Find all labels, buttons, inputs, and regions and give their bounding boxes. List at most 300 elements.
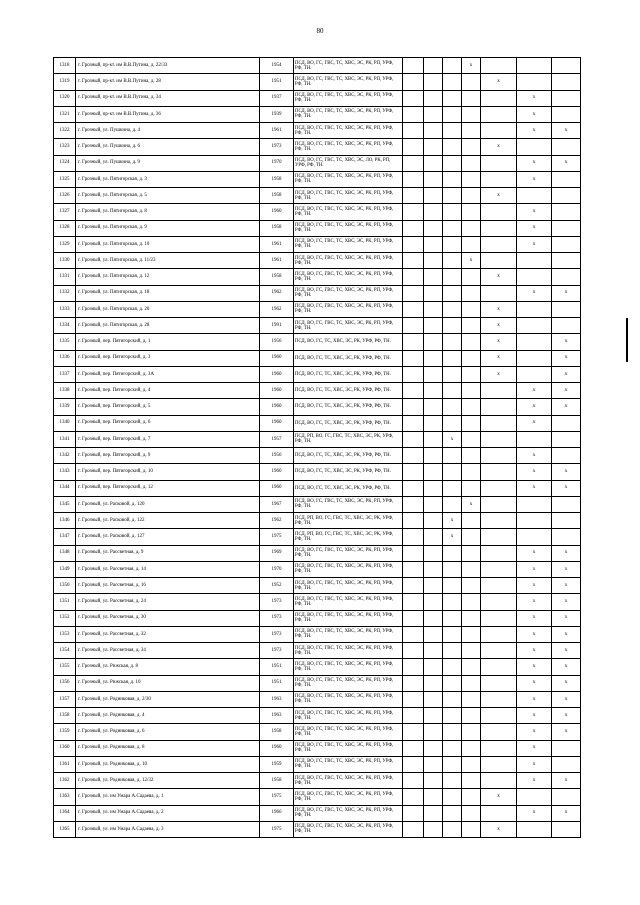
table-row: [54, 789, 581, 805]
row-number-cell: 1331: [54, 269, 76, 285]
mark-cell-empty: [481, 90, 517, 106]
table-row: [54, 350, 581, 366]
address-cell: г. Грозный, пер. Пятигорский, д. 10: [76, 464, 260, 480]
systems-cell: ПСД, ВО, ГС, ГВС, ТС, ХВС, ЭС, РК, РП, УРФ, РФ, ТН.: [294, 724, 403, 740]
table-row: [54, 318, 581, 334]
mark-cell-x: x: [517, 756, 552, 772]
systems-cell: ПСД, ВО, ГС, ГВС, ТС, ХВС, ЭС, РК, РП, УРФ, РФ, ТН.: [294, 561, 403, 577]
mark-cell-empty: [552, 789, 581, 805]
mark-cell-empty: [481, 464, 517, 480]
mark-cell-empty: [481, 610, 517, 626]
mark-cell-x: x: [517, 220, 552, 236]
address-cell: г. Грозный, пр-кт. им В.В.Путина, д. 28: [76, 74, 260, 90]
mark-cell-empty: [424, 675, 443, 691]
address-cell: г. Грозный, пер. Пятигорский, д. 9: [76, 448, 260, 464]
systems-cell: ПСД, РП, ВО, ГС, ГВС, ТС, ХВС, ЭС, РК, УРФ, РФ, ТН.: [294, 513, 403, 529]
row-number-cell: 1356: [54, 675, 76, 691]
mark-cell-x: x: [517, 383, 552, 399]
mark-cell-empty: [443, 383, 462, 399]
systems-cell: ПСД, ВО, ГС, ГВС, ТС, ХВС, ЭС, РК, РП, УРФ, РФ, ТН.: [294, 773, 403, 789]
systems-cell: ПСД, ВО, ГС, ГВС, ТС, ХВС, ЭС, РК, РП, УРФ, РФ, ТН.: [294, 139, 403, 155]
mark-cell-empty: [403, 383, 424, 399]
row-number-cell: 1363: [54, 789, 76, 805]
address-cell: г. Грозный, ул. Пятигорская, д. 5: [76, 188, 260, 204]
mark-cell-empty: [424, 659, 443, 675]
year-built-cell: 1962: [260, 513, 294, 529]
mark-cell-empty: [403, 740, 424, 756]
address-cell: г. Грозный, ул. Рассветная, д. 32: [76, 626, 260, 642]
table-row: [54, 171, 581, 187]
systems-cell: ПСД, ВО, ГС, ГВС, ТС, ХВС, ЭС, РК, РП, УРФ, РФ, ТН.: [294, 123, 403, 139]
mark-cell-empty: [424, 318, 443, 334]
systems-cell: ПСД, ВО, ГС, ГВС, ТС, ХВС, ЭС, РК, РП, УРФ, РФ, ТН.: [294, 626, 403, 642]
address-cell: г. Грозный, пр-кт. им В.В.Путина, д. 34: [76, 90, 260, 106]
mark-cell-empty: [443, 366, 462, 382]
address-cell: г. Грозный, ул. Расковой, д. 120: [76, 496, 260, 512]
row-number-cell: 1328: [54, 220, 76, 236]
mark-cell-x: x: [481, 334, 517, 350]
year-built-cell: 1973: [260, 594, 294, 610]
systems-cell: ПСД, ВО, ГС, ГВС, ТС, ХВС, ЭС, РК, РП, УРФ, РФ, ТН.: [294, 236, 403, 252]
mark-cell-x: x: [517, 578, 552, 594]
systems-cell: ПСД, РП, ВО, ГС, ГВС, ТС, ХВС, ЭС, РК, УРФ, РФ, ТН.: [294, 529, 403, 545]
year-built-cell: 1951: [260, 675, 294, 691]
mark-cell-x: x: [552, 578, 581, 594]
mark-cell-empty: [443, 90, 462, 106]
year-built-cell: 1958: [260, 724, 294, 740]
mark-cell-x: x: [552, 594, 581, 610]
table-row: [54, 90, 581, 106]
address-cell: г. Грозный, ул. Рассветная, д. 24: [76, 594, 260, 610]
mark-cell-empty: [481, 253, 517, 269]
mark-cell-empty: [552, 821, 581, 837]
address-cell: г. Грозный, ул. им Умара А.Садаева, д. 1: [76, 789, 260, 805]
page-number: 80: [316, 27, 324, 35]
row-number-cell: 1365: [54, 821, 76, 837]
year-built-cell: 1959: [260, 756, 294, 772]
systems-cell: ПСД, ВО, ГС, ГВС, ТС, ХВС, ЭС, РК, РП, УРФ, РФ, ТН.: [294, 496, 403, 512]
row-number-cell: 1321: [54, 106, 76, 122]
mark-cell-empty: [443, 155, 462, 171]
mark-cell-empty: [462, 204, 481, 220]
mark-cell-empty: [462, 366, 481, 382]
row-number-cell: 1361: [54, 756, 76, 772]
row-number-cell: 1342: [54, 448, 76, 464]
mark-cell-x: x: [517, 626, 552, 642]
mark-cell-empty: [403, 285, 424, 301]
mark-cell-empty: [481, 529, 517, 545]
mark-cell-empty: [443, 675, 462, 691]
mark-cell-empty: [481, 204, 517, 220]
mark-cell-empty: [403, 155, 424, 171]
address-cell: г. Грозный, ул. Родниковая, д. 6: [76, 724, 260, 740]
row-number-cell: 1339: [54, 399, 76, 415]
mark-cell-x: x: [481, 318, 517, 334]
mark-cell-x: x: [552, 480, 581, 496]
row-number-cell: 1330: [54, 253, 76, 269]
mark-cell-empty: [424, 139, 443, 155]
mark-cell-empty: [462, 301, 481, 317]
mark-cell-x: x: [481, 301, 517, 317]
row-number-cell: 1327: [54, 204, 76, 220]
address-cell: г. Грозный, ул. Родниковая, д. 10: [76, 756, 260, 772]
mark-cell-empty: [462, 626, 481, 642]
mark-cell-empty: [462, 415, 481, 431]
mark-cell-empty: [517, 253, 552, 269]
mark-cell-empty: [517, 74, 552, 90]
systems-cell: ПСД, ВО, ГС, ГВС, ТС, ХВС, ЭС, РК, РП, УРФ, РФ, ТН.: [294, 220, 403, 236]
systems-cell: ПСД, ВО, ГС, ТС, ХВС, ЭС, РК, УРФ, РФ, ТН.: [294, 366, 403, 382]
table-row: [54, 740, 581, 756]
mark-cell-empty: [424, 578, 443, 594]
mark-cell-x: x: [552, 610, 581, 626]
systems-cell: ПСД, ВО, ГС, ТС, ХВС, ЭС, РК, УРФ, РФ, ТН.: [294, 334, 403, 350]
mark-cell-x: x: [481, 74, 517, 90]
row-number-cell: 1329: [54, 236, 76, 252]
address-cell: г. Грозный, ул. Пятигорская, д. 8: [76, 204, 260, 220]
mark-cell-empty: [443, 334, 462, 350]
mark-cell-empty: [443, 691, 462, 707]
mark-cell-x: x: [517, 285, 552, 301]
systems-cell: ПСД, ВО, ГС, ГВС, ТС, ХВС, ЭС, РК, РП, УРФ, РФ, ТН.: [294, 805, 403, 821]
mark-cell-empty: [552, 74, 581, 90]
systems-cell: ПСД, ВО, ГС, ГВС, ТС, ХВС, ЭС, РК, РП, УРФ, РФ, ТН.: [294, 740, 403, 756]
address-cell: г. Грозный, ул. Родниковая, д. 2/30: [76, 691, 260, 707]
table-row: [54, 448, 581, 464]
mark-cell-x: x: [517, 106, 552, 122]
systems-cell: ПСД, ВО, ГС, ГВС, ТС, ХВС, ЭС, РК, РП, УРФ, РФ, ТН.: [294, 659, 403, 675]
row-number-cell: 1347: [54, 529, 76, 545]
year-built-cell: 1957: [260, 431, 294, 447]
mark-cell-empty: [424, 58, 443, 74]
mark-cell-empty: [443, 821, 462, 837]
mark-cell-empty: [517, 496, 552, 512]
mark-cell-x: x: [552, 708, 581, 724]
mark-cell-empty: [443, 269, 462, 285]
mark-cell-empty: [443, 139, 462, 155]
address-cell: г. Грозный, пр-кт. им В.В.Путина, д. 22/33: [76, 58, 260, 74]
mark-cell-empty: [552, 431, 581, 447]
row-number-cell: 1318: [54, 58, 76, 74]
mark-cell-x: x: [552, 773, 581, 789]
table-row: [54, 805, 581, 821]
table-row: [54, 464, 581, 480]
mark-cell-empty: [462, 90, 481, 106]
mark-cell-x: x: [552, 659, 581, 675]
row-number-cell: 1344: [54, 480, 76, 496]
table-row: [54, 236, 581, 252]
table-row: [54, 610, 581, 626]
mark-cell-x: x: [552, 399, 581, 415]
address-cell: г. Грозный, ул. Пятигорская, д. 10: [76, 236, 260, 252]
year-built-cell: 1962: [260, 285, 294, 301]
table-row: [54, 204, 581, 220]
year-built-cell: 1937: [260, 90, 294, 106]
systems-cell: ПСД, ВО, ГС, ГВС, ТС, ХВС, ЭС, РК, РП, УРФ, РФ, ТН.: [294, 285, 403, 301]
mark-cell-empty: [462, 139, 481, 155]
mark-cell-empty: [403, 106, 424, 122]
address-cell: г. Грозный, пер. Пятигорский, д. 4: [76, 383, 260, 399]
row-number-cell: 1340: [54, 415, 76, 431]
address-cell: г. Грозный, ул. Пушкина, д. 9: [76, 155, 260, 171]
mark-cell-empty: [552, 318, 581, 334]
year-built-cell: 1975: [260, 821, 294, 837]
mark-cell-empty: [462, 480, 481, 496]
mark-cell-empty: [462, 561, 481, 577]
mark-cell-empty: [424, 188, 443, 204]
mark-cell-empty: [424, 464, 443, 480]
row-number-cell: 1326: [54, 188, 76, 204]
mark-cell-x: x: [552, 350, 581, 366]
mark-cell-empty: [424, 106, 443, 122]
mark-cell-empty: [481, 123, 517, 139]
row-number-cell: 1345: [54, 496, 76, 512]
mark-cell-empty: [403, 821, 424, 837]
mark-cell-empty: [443, 480, 462, 496]
systems-cell: ПСД, ВО, ГС, ТС, ХВС, ЭС, РК, УРФ, РФ, ТН.: [294, 350, 403, 366]
mark-cell-empty: [403, 545, 424, 561]
mark-cell-empty: [552, 301, 581, 317]
mark-cell-empty: [424, 789, 443, 805]
year-built-cell: 1951: [260, 659, 294, 675]
mark-cell-empty: [517, 431, 552, 447]
mark-cell-x: x: [552, 561, 581, 577]
systems-cell: ПСД, ВО, ГС, ГВС, ТС, ХВС, ЭС, РК, РП, УРФ, РФ, ТН.: [294, 301, 403, 317]
mark-cell-x: x: [552, 626, 581, 642]
mark-cell-empty: [462, 529, 481, 545]
address-cell: г. Грозный, пер. Пятигорский, д. 12: [76, 480, 260, 496]
mark-cell-empty: [552, 139, 581, 155]
mark-cell-empty: [443, 204, 462, 220]
year-built-cell: 1956: [260, 448, 294, 464]
mark-cell-empty: [517, 350, 552, 366]
mark-cell-empty: [403, 253, 424, 269]
row-number-cell: 1320: [54, 90, 76, 106]
mark-cell-empty: [462, 789, 481, 805]
mark-cell-empty: [403, 529, 424, 545]
mark-cell-empty: [403, 561, 424, 577]
address-cell: г. Грозный, пер. Пятигорский, д. 7: [76, 431, 260, 447]
table-row: [54, 643, 581, 659]
mark-cell-empty: [443, 415, 462, 431]
address-cell: г. Грозный, ул. Пятигорская, д. 11/23: [76, 253, 260, 269]
row-number-cell: 1357: [54, 691, 76, 707]
mark-cell-empty: [462, 188, 481, 204]
mark-cell-empty: [403, 496, 424, 512]
mark-cell-x: x: [481, 821, 517, 837]
mark-cell-empty: [403, 139, 424, 155]
row-number-cell: 1362: [54, 773, 76, 789]
mark-cell-empty: [443, 301, 462, 317]
mark-cell-empty: [403, 708, 424, 724]
mark-cell-empty: [424, 821, 443, 837]
mark-cell-empty: [403, 350, 424, 366]
mark-cell-empty: [481, 724, 517, 740]
mark-cell-empty: [552, 90, 581, 106]
mark-cell-empty: [462, 269, 481, 285]
address-cell: г. Грозный, пер. Пятигорский, д. 5: [76, 399, 260, 415]
address-cell: г. Грозный, ул. Рассветная, д. 16: [76, 578, 260, 594]
mark-cell-empty: [403, 594, 424, 610]
mark-cell-x: x: [443, 529, 462, 545]
address-cell: г. Грозный, ул. Пятигорская, д. 28: [76, 318, 260, 334]
mark-cell-x: x: [517, 773, 552, 789]
mark-cell-empty: [517, 821, 552, 837]
mark-cell-empty: [481, 805, 517, 821]
mark-cell-empty: [517, 318, 552, 334]
systems-cell: ПСД, ВО, ГС, ГВС, ТС, ХВС, ЭС, РК, РП, УРФ, РФ, ТН.: [294, 74, 403, 90]
mark-cell-empty: [403, 773, 424, 789]
mark-cell-empty: [424, 366, 443, 382]
mark-cell-x: x: [443, 513, 462, 529]
mark-cell-empty: [462, 334, 481, 350]
address-cell: г. Грозный, ул. Рассветная, д. 34: [76, 643, 260, 659]
mark-cell-empty: [462, 805, 481, 821]
mark-cell-empty: [481, 480, 517, 496]
systems-cell: ПСД, ВО, ГС, ГВС, ТС, ХВС, ЭС, РК, РП, УРФ, РФ, ТН.: [294, 789, 403, 805]
year-built-cell: 1958: [260, 269, 294, 285]
row-number-cell: 1334: [54, 318, 76, 334]
mark-cell-empty: [443, 220, 462, 236]
row-number-cell: 1348: [54, 545, 76, 561]
mark-cell-empty: [403, 789, 424, 805]
mark-cell-empty: [462, 545, 481, 561]
mark-cell-empty: [403, 626, 424, 642]
mark-cell-x: x: [517, 171, 552, 187]
systems-cell: ПСД, ВО, ГС, ГВС, ТС, ХВС, ЭС, РК, РП, УРФ, РФ, ТН.: [294, 578, 403, 594]
margin-rule: [626, 318, 628, 362]
systems-cell: ПСД, ВО, ГС, ГВС, ТС, ХВС, ЭС, ЛО, РК, РП, УРФ, РФ, ТН.: [294, 155, 403, 171]
mark-cell-x: x: [517, 708, 552, 724]
mark-cell-empty: [403, 578, 424, 594]
year-built-cell: 1960: [260, 740, 294, 756]
mark-cell-empty: [403, 58, 424, 74]
table-row: [54, 366, 581, 382]
systems-cell: ПСД, ВО, ГС, ТС, ХВС, ЭС, РК, УРФ, РФ, ТН.: [294, 448, 403, 464]
systems-cell: ПСД, ВО, ГС, ГВС, ТС, ХВС, ЭС, РК, РП, УРФ, РФ, ТН.: [294, 821, 403, 837]
mark-cell-empty: [552, 269, 581, 285]
mark-cell-empty: [481, 691, 517, 707]
table-row: [54, 301, 581, 317]
year-built-cell: 1970: [260, 155, 294, 171]
mark-cell-empty: [424, 724, 443, 740]
address-cell: г. Грозный, пер. Пятигорский, д. 3А: [76, 366, 260, 382]
year-built-cell: 1966: [260, 805, 294, 821]
address-cell: г. Грозный, ул. им Умара А.Садаева, д. 2: [76, 805, 260, 821]
systems-cell: ПСД, ВО, ГС, ГВС, ТС, ХВС, ЭС, РК, РП, УРФ, РФ, ТН.: [294, 643, 403, 659]
mark-cell-empty: [462, 399, 481, 415]
address-cell: г. Грозный, ул. Рижская, д. 8: [76, 659, 260, 675]
systems-cell: ПСД, ВО, ГС, ГВС, ТС, ХВС, ЭС, РК, РП, УРФ, РФ, ТН.: [294, 318, 403, 334]
mark-cell-empty: [462, 513, 481, 529]
mark-cell-x: x: [517, 594, 552, 610]
systems-cell: ПСД, ВО, ГС, ТС, ХВС, ЭС, РК, УРФ, РФ, ТН.: [294, 464, 403, 480]
table-row: [54, 708, 581, 724]
mark-cell-empty: [403, 74, 424, 90]
systems-cell: ПСД, ВО, ГС, ГВС, ТС, ХВС, ЭС, РК, РП, УРФ, РФ, ТН.: [294, 253, 403, 269]
mark-cell-empty: [424, 708, 443, 724]
mark-cell-empty: [403, 691, 424, 707]
mark-cell-x: x: [552, 155, 581, 171]
table-row: [54, 513, 581, 529]
mark-cell-empty: [403, 659, 424, 675]
year-built-cell: 1960: [260, 399, 294, 415]
mark-cell-empty: [552, 58, 581, 74]
systems-cell: ПСД, ВО, ГС, ГВС, ТС, ХВС, ЭС, РК, РП, УРФ, РФ, ТН.: [294, 58, 403, 74]
mark-cell-empty: [424, 431, 443, 447]
mark-cell-empty: [481, 708, 517, 724]
row-number-cell: 1337: [54, 366, 76, 382]
mark-cell-empty: [424, 529, 443, 545]
mark-cell-x: x: [443, 431, 462, 447]
mark-cell-empty: [462, 431, 481, 447]
mark-cell-empty: [403, 643, 424, 659]
table-row: [54, 285, 581, 301]
year-built-cell: 1958: [260, 220, 294, 236]
row-number-cell: 1352: [54, 610, 76, 626]
mark-cell-x: x: [552, 675, 581, 691]
year-built-cell: 1973: [260, 626, 294, 642]
mark-cell-x: x: [481, 139, 517, 155]
mark-cell-empty: [443, 496, 462, 512]
mark-cell-empty: [462, 740, 481, 756]
year-built-cell: 1952: [260, 578, 294, 594]
mark-cell-empty: [481, 578, 517, 594]
mark-cell-empty: [517, 334, 552, 350]
mark-cell-empty: [481, 285, 517, 301]
mark-cell-empty: [424, 155, 443, 171]
address-cell: г. Грозный, ул. Расковой, д. 122: [76, 513, 260, 529]
mark-cell-x: x: [481, 366, 517, 382]
mark-cell-empty: [481, 496, 517, 512]
building-register-table: [53, 57, 581, 838]
row-number-cell: 1349: [54, 561, 76, 577]
mark-cell-empty: [552, 188, 581, 204]
year-built-cell: 1963: [260, 708, 294, 724]
row-number-cell: 1324: [54, 155, 76, 171]
mark-cell-empty: [443, 188, 462, 204]
year-built-cell: 1967: [260, 496, 294, 512]
mark-cell-empty: [481, 220, 517, 236]
mark-cell-empty: [403, 90, 424, 106]
mark-cell-empty: [481, 431, 517, 447]
mark-cell-empty: [443, 74, 462, 90]
year-built-cell: 1958: [260, 773, 294, 789]
mark-cell-empty: [462, 610, 481, 626]
row-number-cell: 1323: [54, 139, 76, 155]
mark-cell-empty: [552, 106, 581, 122]
mark-cell-empty: [552, 740, 581, 756]
mark-cell-empty: [443, 610, 462, 626]
table-row: [54, 561, 581, 577]
mark-cell-empty: [552, 204, 581, 220]
mark-cell-empty: [424, 545, 443, 561]
systems-cell: ПСД, ВО, ГС, ТС, ХВС, ЭС, РК, УРФ, РФ, ТН.: [294, 383, 403, 399]
row-number-cell: 1346: [54, 513, 76, 529]
address-cell: г. Грозный, ул. Пушкина, д. 6: [76, 139, 260, 155]
mark-cell-x: x: [552, 643, 581, 659]
mark-cell-empty: [443, 789, 462, 805]
row-number-cell: 1336: [54, 350, 76, 366]
mark-cell-empty: [462, 659, 481, 675]
mark-cell-x: x: [517, 643, 552, 659]
mark-cell-empty: [443, 756, 462, 772]
table-row: [54, 691, 581, 707]
mark-cell-x: x: [517, 480, 552, 496]
table-row: [54, 773, 581, 789]
mark-cell-x: x: [552, 691, 581, 707]
mark-cell-empty: [403, 610, 424, 626]
